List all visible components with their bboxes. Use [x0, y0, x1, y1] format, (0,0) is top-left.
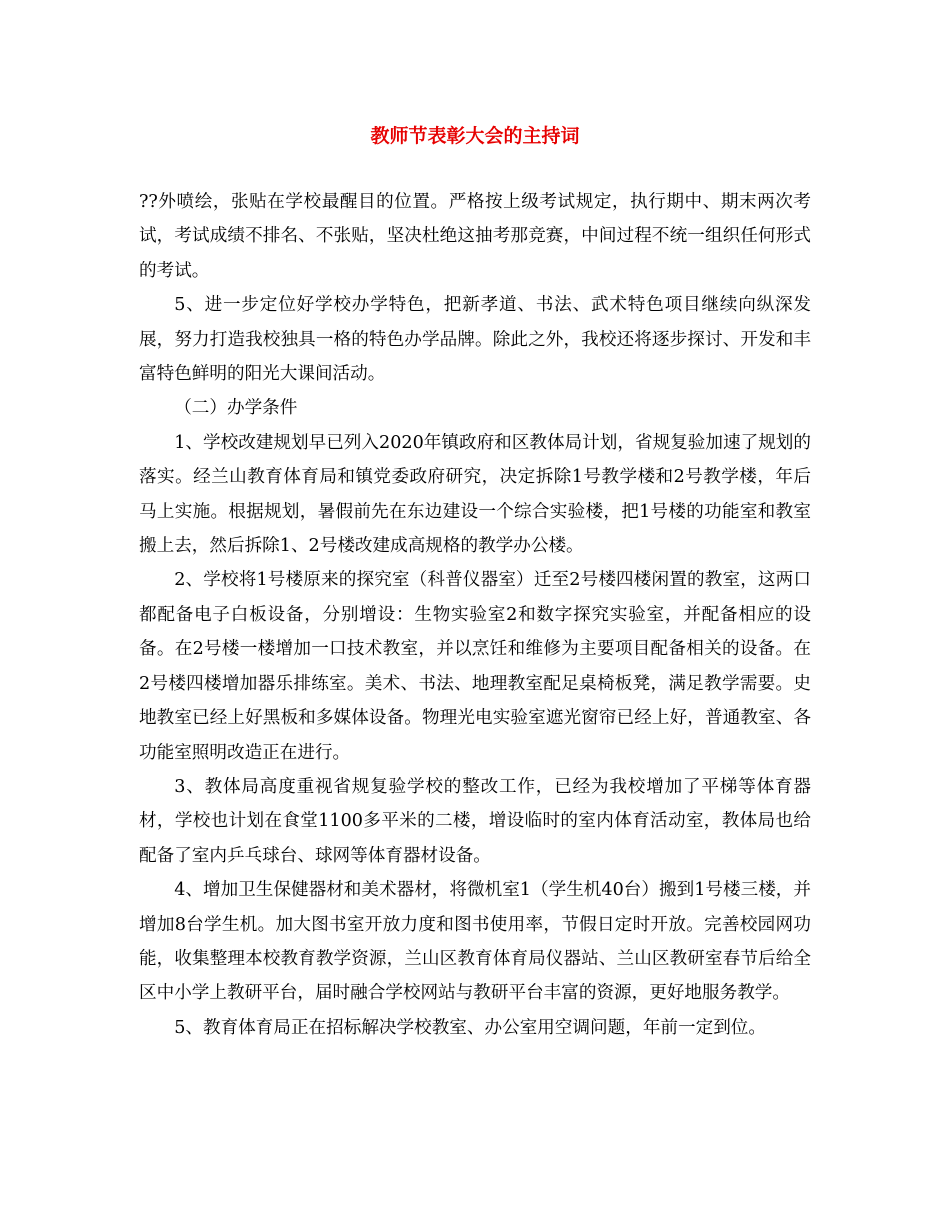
paragraph-continuation: ??外喷绘，张贴在学校最醒目的位置。严格按上级考试规定，执行期中、期末两次考试，考试成绩不排名、不张贴，坚决杜绝这抽考那竞赛，中间过程不统一组织任何形式的考试。 — [139, 192, 811, 281]
document-body — [139, 185, 811, 1045]
paragraph-item-3: 3、教体局高度重视省规复验学校的整改工作，已经为我校增加了平梯等体育器材，学校也计划在食堂1100多平米的二楼，增设临时的室内体育活动室，教体局也给配备了室内乒乓球台、球网等体育器材设备。 — [139, 776, 811, 866]
paragraph-item-1: 1、学校改建规划早已列入2020年镇政府和区教体局计划，省规复验加速了规划的落实。经兰山教育体育局和镇党委政府研究，决定拆除1号教学楼和2号教学楼，年后马上实施。根据规划，暑假前先在东边建设一个综合实验楼，把1号楼的功能室和教室搬上去，然后拆除1、2号楼改建成高规格的教学办公楼。 — [139, 432, 811, 557]
paragraph-item-4: 4、增加卫生保健器材和美术器材，将微机室1（学生机40台）搬到1号楼三楼，并增加8台学生机。加大图书室开放力度和图书使用率，节假日定时开放。完善校园网功能，收集整理本校教育教学资源，兰山区教育体育局仪器站、兰山区教研室春节后给全区中小学上教研平台，届时融合学校网站与教研平台丰富的资源，更好地服务教学。 — [139, 880, 811, 1004]
document-title: 教师节表彰大会的主持词 — [370, 125, 580, 147]
section-heading-conditions: （二）办学条件 — [174, 398, 298, 419]
paragraph-school-features: 5、进一步定位好学校办学特色，把新孝道、书法、武术特色项目继续向纵深发展，努力打造我校独具一格的特色办学品牌。除此之外，我校还将逐步探讨、开发和丰富特色鲜明的阳光大课间活动。 — [139, 295, 811, 385]
paragraph-item-5: 5、教育体育局正在招标解决学校教室、办公室用空调问题，年前一定到位。 — [174, 1017, 766, 1038]
paragraph-item-2: 2、学校将1号楼原来的探究室（科普仪器室）迁至2号楼四楼闲置的教室，这两口都配备电子白板设备，分别增设：生物实验室2和数字探究实验室，并配备相应的设备。在2号楼一楼增加一口技术教室，并以烹饪和维修为主要项目配备相关的设备。在2号楼四楼增加器乐排练室。美术、书法、地理教室配足桌椅板凳，满足教学需要。史地教室已经上好黑板和多媒体设备。物理光电实验室遮光窗帘已经上好，普通教室、各功能室照明改造正在进行。 — [139, 570, 811, 763]
